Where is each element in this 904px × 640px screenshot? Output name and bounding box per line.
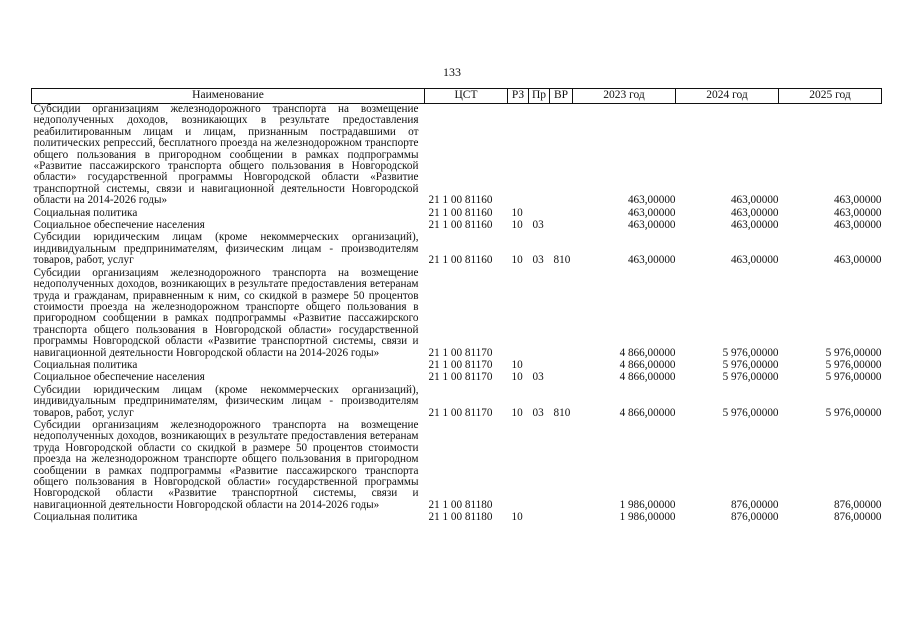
table-row xyxy=(32,267,882,359)
cell-pr: 03 xyxy=(532,371,544,384)
cell-2025: 5 976,00000 xyxy=(825,371,882,384)
cell-vr xyxy=(550,104,573,207)
cell-2025: 463,00000 xyxy=(833,206,882,219)
table-row xyxy=(32,104,882,207)
cell-rz: 10 xyxy=(511,406,523,419)
cell-2023: 4 866,00000 xyxy=(619,371,676,384)
cell-2023: 1 986,00000 xyxy=(619,511,676,524)
cell-2023: 4 866,00000 xyxy=(619,346,676,359)
cell-cst: 21 1 00 81160 xyxy=(428,194,493,207)
cell-rz xyxy=(508,267,529,359)
cell-name: Социальная политика xyxy=(33,511,138,524)
cell-cst: 21 1 00 81180 xyxy=(428,511,493,524)
cell-cst: 21 1 00 81170 xyxy=(428,406,493,419)
cell-2025: 463,00000 xyxy=(833,194,882,207)
cell-name: Социальное обеспечение населения xyxy=(33,219,205,232)
cell-2024: 5 976,00000 xyxy=(722,346,779,359)
cell-rz: 10 xyxy=(511,254,523,267)
table-row xyxy=(32,511,882,523)
cell-cst: 21 1 00 81170 xyxy=(428,346,493,359)
header-2024: 2024 год xyxy=(676,89,779,104)
cell-2024: 463,00000 xyxy=(730,254,779,267)
cell-pr xyxy=(529,359,550,371)
cell-2025: 5 976,00000 xyxy=(825,346,882,359)
cell-2024: 5 976,00000 xyxy=(722,371,779,384)
cell-cst: 21 1 00 81170 xyxy=(428,358,493,371)
cell-2024: 463,00000 xyxy=(730,194,779,207)
cell-rz: 10 xyxy=(511,206,523,219)
cell-vr xyxy=(550,359,573,371)
cell-cst: 21 1 00 81180 xyxy=(428,498,493,511)
cell-rz: 10 xyxy=(511,358,523,371)
cell-vr xyxy=(550,419,573,511)
cell-rz xyxy=(508,419,529,511)
cell-name: Субсидии юридическим лицам (кроме некоммерческих организаций), индивидуальным предпринимателям, физическим лицам - производителям товаров, работ, услуг xyxy=(33,383,419,419)
header-2025: 2025 год xyxy=(779,89,882,104)
cell-vr xyxy=(550,207,573,219)
cell-vr: 810 xyxy=(553,406,571,419)
header-2023: 2023 год xyxy=(573,89,676,104)
page-number: 133 xyxy=(443,65,461,79)
cell-rz xyxy=(508,104,529,207)
cell-2024: 5 976,00000 xyxy=(722,406,779,419)
table-row xyxy=(32,359,882,371)
cell-2024: 463,00000 xyxy=(730,206,779,219)
cell-2023: 4 866,00000 xyxy=(619,406,676,419)
table-row xyxy=(32,371,882,383)
cell-2025: 5 976,00000 xyxy=(825,406,882,419)
cell-vr xyxy=(550,371,573,383)
cell-name: Субсидии организациям железнодорожного транспорта на возмещение недополученных доходов, возникающих в результате предоставления ветеранам труда и гражданам, приравненным к ним, со скидкой в размере 50 процентов стоимости проезда на железнодорожном транспорте общего пользования в пригородном сообщении в рамках подпрограммы «Развитие пассажирского транспорта общего пользования в Новгородской области» государственной программы Новгородской области «Развитие транспортной системы, связи и навигационной деятельности Новгородской области на 2014-2026 годы» xyxy=(33,266,419,359)
cell-rz: 10 xyxy=(511,219,523,232)
cell-2025: 5 976,00000 xyxy=(825,358,882,371)
table-header-row xyxy=(32,89,882,104)
cell-rz: 10 xyxy=(511,371,523,384)
header-pr: Пр xyxy=(529,89,550,104)
cell-2025: 876,00000 xyxy=(833,511,882,524)
cell-2023: 463,00000 xyxy=(627,194,676,207)
cell-2024: 876,00000 xyxy=(730,498,779,511)
cell-name: Социальное обеспечение населения xyxy=(33,371,205,384)
cell-vr: 810 xyxy=(553,254,571,267)
cell-2024: 876,00000 xyxy=(730,511,779,524)
cell-2023: 463,00000 xyxy=(627,206,676,219)
cell-pr xyxy=(529,207,550,219)
header-name: Наименование xyxy=(32,89,425,104)
table-row xyxy=(32,419,882,511)
cell-cst: 21 1 00 81170 xyxy=(428,371,493,384)
table-row xyxy=(32,384,882,419)
header-rz: РЗ xyxy=(508,89,529,104)
table-row xyxy=(32,231,882,266)
table-row xyxy=(32,219,882,231)
cell-2023: 1 986,00000 xyxy=(619,498,676,511)
cell-name: Социальная политика xyxy=(33,358,138,371)
cell-name: Субсидии организациям железнодорожного транспорта на возмещение недополученных доходов, возникающих в результате предоставления реабилитированным лицам и лицам, признанным пострадавшими от политических репрессий, бесплатного проезда на железнодорожном транспорте общего пользования в пригородном сообщении в рамках подпрограммы «Развитие пассажирского транспорта общего пользования в Новгородской области» государственной программы Новгородской области «Развитие транспортной системы, связи и навигационной деятельности Новгородской области на 2014-2026 годы» xyxy=(33,103,419,207)
header-cst: ЦСТ xyxy=(425,89,508,104)
budget-table xyxy=(31,88,882,524)
cell-name: Субсидии юридическим лицам (кроме некоммерческих организаций), индивидуальным предпринимателям, физическим лицам - производителям товаров, работ, услуг xyxy=(33,231,419,267)
table-row xyxy=(32,207,882,219)
cell-rz: 10 xyxy=(511,511,523,524)
cell-vr xyxy=(550,219,573,231)
cell-cst: 21 1 00 81160 xyxy=(428,206,493,219)
cell-name: Субсидии организациям железнодорожного транспорта на возмещение недополученных доходов, возникающих в результате предоставления ветеранам труда Новгородской области со скидкой в размере 50 процентов стоимости проезда на железнодорожном транспорте общего пользования в пригородном сообщении в рамках подпрограммы «Развитие пассажирского транспорта общего пользования в Новгородской области» государственной программы Новгородской области «Развитие транспортной системы, связи и навигационной деятельности Новгородской области на 2014-2026 годы» xyxy=(33,418,419,511)
cell-2023: 463,00000 xyxy=(627,254,676,267)
cell-2025: 876,00000 xyxy=(833,498,882,511)
cell-2025: 463,00000 xyxy=(833,219,882,232)
cell-pr xyxy=(529,104,550,207)
cell-2023: 463,00000 xyxy=(627,219,676,232)
cell-2024: 5 976,00000 xyxy=(722,358,779,371)
cell-cst: 21 1 00 81160 xyxy=(428,219,493,232)
cell-pr xyxy=(529,267,550,359)
cell-2024: 463,00000 xyxy=(730,219,779,232)
cell-cst: 21 1 00 81160 xyxy=(428,254,493,267)
cell-vr xyxy=(550,511,573,523)
cell-pr: 03 xyxy=(532,254,544,267)
cell-2023: 4 866,00000 xyxy=(619,358,676,371)
cell-vr xyxy=(550,267,573,359)
cell-name: Социальная политика xyxy=(33,206,138,219)
cell-pr: 03 xyxy=(532,406,544,419)
cell-2025: 463,00000 xyxy=(833,254,882,267)
header-vr: ВР xyxy=(550,89,573,104)
cell-pr xyxy=(529,419,550,511)
cell-pr: 03 xyxy=(532,219,544,232)
cell-pr xyxy=(529,511,550,523)
